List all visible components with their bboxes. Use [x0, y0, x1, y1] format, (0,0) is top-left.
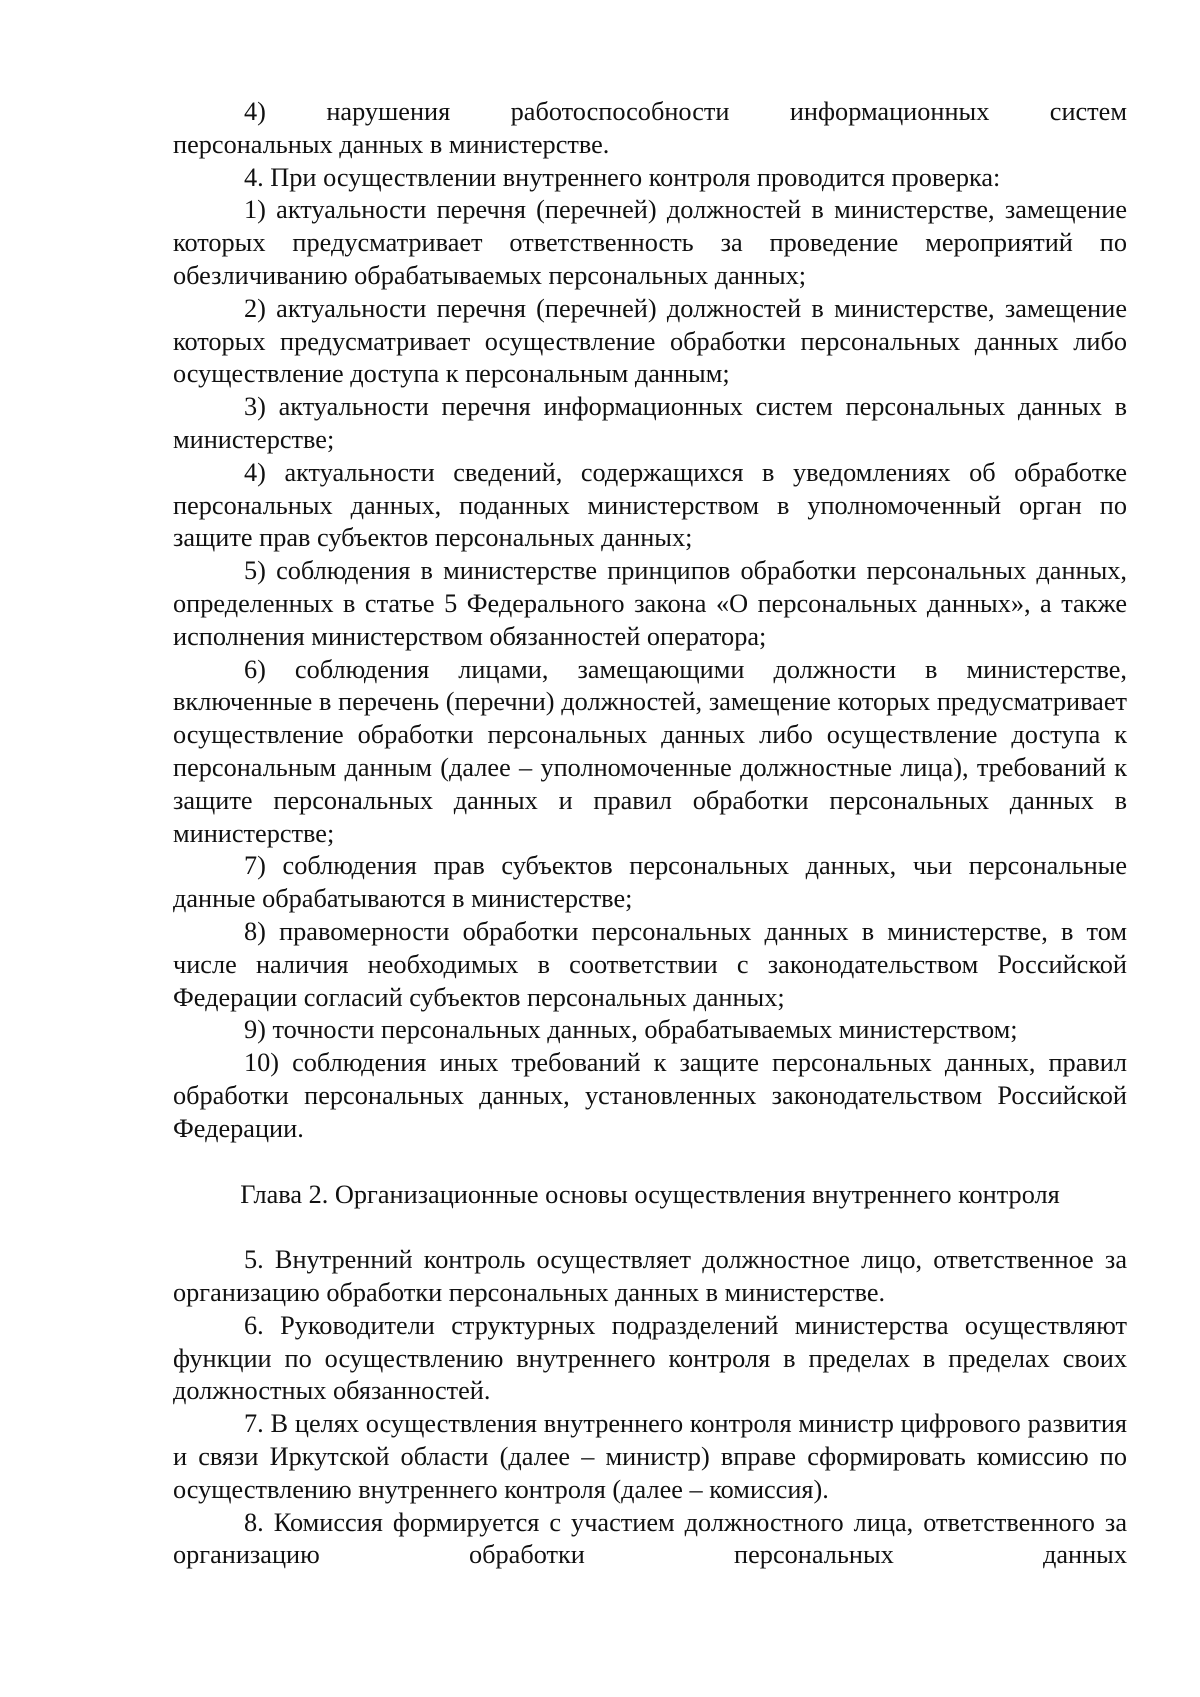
paragraph-check-8: 8) правомерности обработки персональных данных в министерстве, в том числе наличия необходимых в соответствии с законодательством Российской Федерации согласий субъектов персональных данных; [173, 916, 1127, 1012]
paragraph-check-4: 4) актуальности сведений, содержащихся в уведомлениях об обработке персональных данных, поданных министерством в уполномоченный орган по защите прав субъектов персональных данных; [173, 457, 1127, 553]
paragraph-section-5: 5. Внутренний контроль осуществляет должностное лицо, ответственное за организацию обработки персональных данных в министерстве. [173, 1245, 1127, 1308]
paragraph-check-3: 3) актуальности перечня информационных систем персональных данных в министерстве; [173, 392, 1127, 454]
paragraph-check-6: 6) соблюдения лицами, замещающими должности в министерстве, включенные в перечень (перечни) должностей, замещение которых предусматривает осуществление обработки персональных данных либо осуществление доступа к персональным данным (далее – уполномоченные должностные лица), требований к защите персональных данных и правил обработки персональных данных в министерстве; [173, 654, 1127, 848]
chapter-heading: Глава 2. Организационные основы осуществления внутреннего контроля [240, 1179, 1060, 1209]
paragraph-check-1: 1) актуальности перечня (перечней) должностей в министерстве, замещение которых предусматривает ответственность за проведение мероприятий по обезличиванию обрабатываемых персональных данных; [173, 195, 1127, 290]
paragraph-check-10: 10) соблюдения иных требований к защите персональных данных, правил обработки персональных данных, установленных законодательством Российской Федерации. [173, 1048, 1127, 1143]
document-body [173, 96, 1127, 1572]
paragraph-section-6: 6. Руководители структурных подразделений министерства осуществляют функции по осуществлению внутреннего контроля в пределах в пределах своих должностных обязанностей. [173, 1310, 1127, 1406]
paragraph-section-7: 7. В целях осуществления внутреннего контроля министр цифрового развития и связи Иркутской области (далее – министр) вправе сформировать комиссию по осуществлению внутреннего контроля (далее – комиссия). [173, 1409, 1127, 1504]
paragraph-item-4-violations: 4) нарушения работоспособности информационных систем персональных данных в министерстве. [173, 97, 1127, 159]
paragraph-check-9: 9) точности персональных данных, обрабатываемых министерством; [244, 1015, 1018, 1045]
paragraph-check-7: 7) соблюдения прав субъектов персональных данных, чьи персональные данные обрабатываются в министерстве; [173, 851, 1127, 914]
paragraph-section-8: 8. Комиссия формируется с участием должностного лица, ответственного за организацию обработки персональных данных [173, 1507, 1127, 1570]
paragraph-check-2: 2) актуальности перечня (перечней) должностей в министерстве, замещение которых предусматривает осуществление обработки персональных данных либо осуществление доступа к персональным данным; [173, 293, 1127, 389]
paragraph-check-5: 5) соблюдения в министерстве принципов обработки персональных данных, определенных в статье 5 Федерального закона «О персональных данных», а также исполнения министерством обязанностей оператора; [173, 556, 1127, 651]
paragraph-section-4: 4. При осуществлении внутреннего контроля проводится проверка: [244, 162, 1001, 192]
